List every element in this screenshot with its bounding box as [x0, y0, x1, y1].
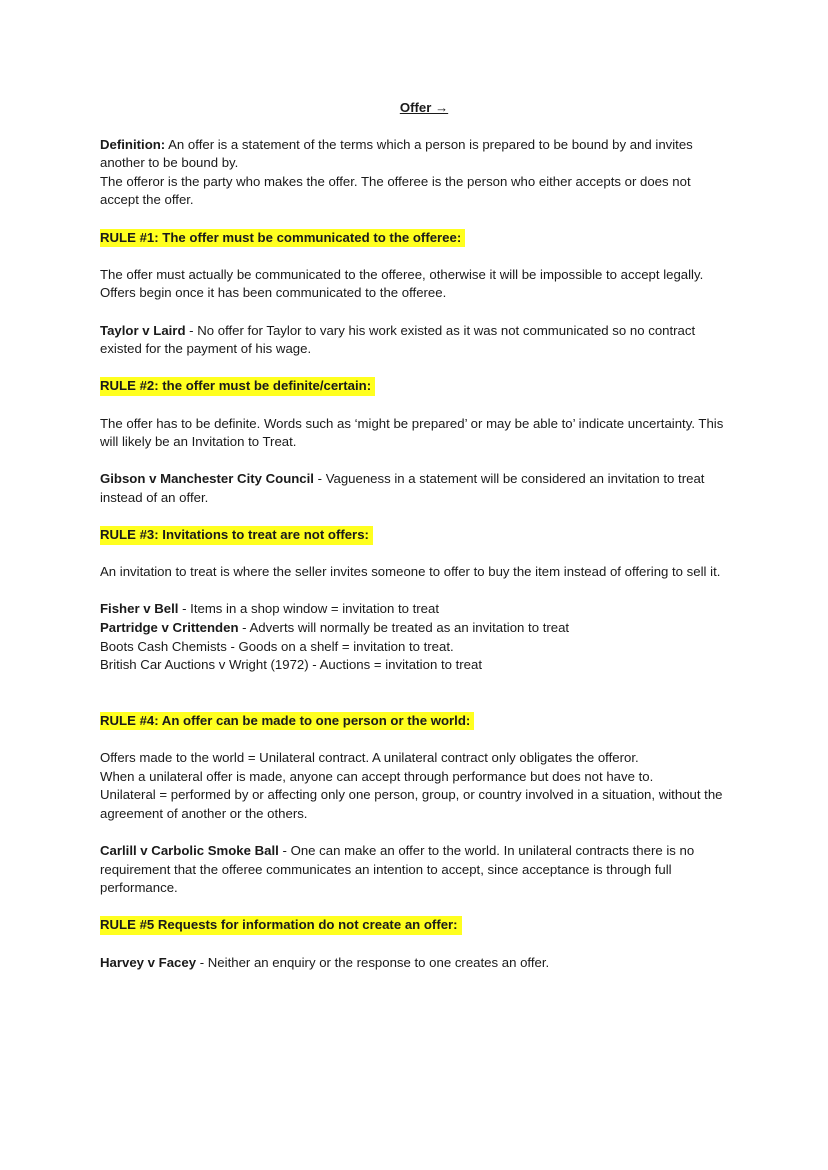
- rule-3-heading: RULE #3: Invitations to treat are not offers:: [100, 526, 373, 545]
- rule-4-line-1: Offers made to the world = Unilateral contract. A unilateral contract only obligates the offeror.: [100, 750, 639, 765]
- rule-4-line-2: When a unilateral offer is made, anyone can accept through performance but does not have to.: [100, 768, 654, 784]
- offeror-paragraph: The offeror is the party who makes the offer. The offeree is the person who either accepts or does not accept the offer.: [100, 173, 691, 208]
- rule-1-case: [100, 322, 728, 359]
- rule-4-heading: RULE #4: An offer can be made to one person or the world:: [100, 712, 474, 731]
- rule-2-body: The offer has to be definite. Words such as ‘might be prepared’ or may be able to’ indicate uncertainty. This will likely be an Invitation to Treat.: [100, 415, 724, 450]
- case-name: Partridge v Crittenden: [100, 620, 239, 636]
- case-text: - Neither an enquiry or the response to one creates an offer.: [196, 954, 550, 970]
- rule-4-line-3: Unilateral = performed by or affecting only one person, group, or country involved in a situation, without the agreement of another or the others.: [100, 787, 723, 821]
- case-name: Harvey v Facey: [100, 954, 197, 970]
- rule-3-case-1: [100, 600, 728, 619]
- case-text: - One can make an offer to the world. In unilateral contracts there is no requirement that the offeree communicates an intention to accept, since acceptance is through full performance.: [100, 842, 695, 896]
- definition-label: Definition:: [100, 136, 166, 152]
- case-text: - No offer for Taylor to vary his work existed as it was not communicated so no contract existed for the payment of his wage.: [100, 322, 696, 357]
- case-name: Carlill v Carbolic Smoke Ball: [100, 842, 279, 858]
- page-title: Offer →: [399, 100, 449, 115]
- rule-2-case: [100, 470, 728, 507]
- case-name: Taylor v Laird: [100, 322, 186, 338]
- rule-5-case: [100, 954, 728, 973]
- case-text: - Vagueness in a statement will be considered an invitation to treat instead of an offer.: [100, 471, 705, 505]
- rule-1-heading: RULE #1: The offer must be communicated to the offeree:: [100, 229, 465, 248]
- case-name: Gibson v Manchester City Council: [100, 471, 314, 487]
- rule-3-case-4: British Car Auctions v Wright (1972) - Auctions = invitation to treat: [100, 657, 482, 673]
- rule-3-body: An invitation to treat is where the seller invites someone to offer to buy the item instead of offering to sell it.: [100, 564, 721, 580]
- rule-4-case: [100, 842, 728, 898]
- rule-1-body: The offer must actually be communicated to the offeree, otherwise it will be impossible to accept legally. Offers begin once it has been communicated to the offeree.: [100, 266, 704, 301]
- rule-3-case-2: [100, 619, 728, 638]
- rule-2-heading: RULE #2: the offer must be definite/certain:: [100, 377, 375, 396]
- case-name: Fisher v Bell: [100, 601, 179, 617]
- definition-paragraph: [100, 136, 728, 173]
- rule-3-case-3: Boots Cash Chemists - Goods on a shelf = invitation to treat.: [100, 638, 454, 654]
- case-text: - Items in a shop window = invitation to treat: [178, 601, 440, 617]
- rule-5-heading: RULE #5 Requests for information do not create an offer:: [100, 916, 462, 935]
- case-text: - Adverts will normally be treated as an invitation to treat: [238, 620, 570, 636]
- definition-text: An offer is a statement of the terms which a person is prepared to be bound by and invites another to be bound by.: [100, 136, 693, 171]
